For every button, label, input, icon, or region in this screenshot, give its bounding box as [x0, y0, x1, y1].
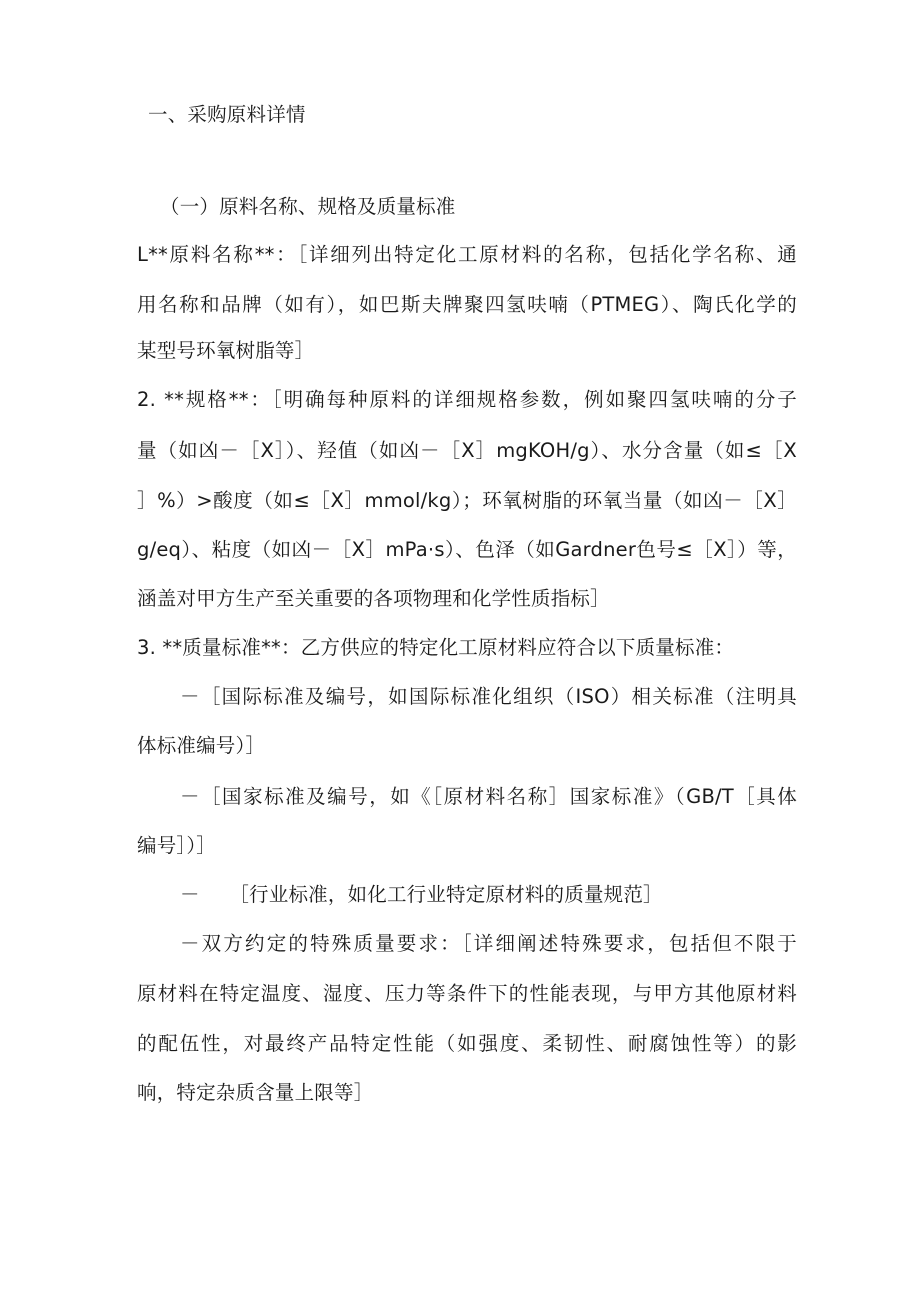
paragraph-line: ］%）>酸度（如≤［X］mmol/kg）；环氧树脂的环氧当量（如凶－［X］ — [137, 489, 797, 512]
subsection-heading: （一）原料名称、规格及质量标准 — [160, 195, 456, 218]
paragraph-line: 某型号环氧树脂等］ — [137, 339, 315, 362]
list-item-line: 原材料在特定温度、湿度、压力等条件下的性能表现，与甲方其他原材料 — [137, 982, 797, 1005]
paragraph-line: 量（如凶－［X］）、羟值（如凶－［X］mgKOH/g）、水分含量（如≤［X — [137, 439, 797, 462]
list-item-line: 编号］）］ — [137, 834, 217, 857]
paragraph-line: g/eq）、粘度（如凶－［X］mPa·s）、色泽（如Gardner色号≤［X］）等， — [137, 538, 797, 561]
list-item-line: 体标准编号）］ — [137, 734, 266, 757]
paragraph-line: 3. **质量标准**：乙方供应的特定化工原材料应符合以下质量标准： — [137, 636, 735, 659]
paragraph-line: 涵盖对甲方生产至关重要的各项物理和化学性质指标］ — [137, 587, 610, 610]
paragraph-line: 用名称和品牌（如有），如巴斯夫牌聚四氢呋喃（PTMEG）、陶氏化学的 — [137, 293, 797, 316]
paragraph-line: L**原料名称**：［详细列出特定化工原材料的名称，包括化学名称、通 — [137, 243, 797, 266]
list-item-line: － ［行业标准，如化工行业特定原材料的质量规范］ — [180, 883, 663, 906]
list-item-line: 响，特定杂质含量上限等］ — [137, 1081, 374, 1104]
list-item-line: 的配伍性，对最终产品特定性能（如强度、柔韧性、耐腐蚀性等）的影 — [137, 1032, 797, 1055]
list-item-line: －［国际标准及编号，如国际标准化组织（ISO）相关标准（注明具 — [180, 685, 797, 708]
list-item-line: －双方约定的特殊质量要求：［详细阐述特殊要求，包括但不限于 — [180, 932, 797, 955]
paragraph-line: 2. **规格**：［明确每种原料的详细规格参数，例如聚四氢呋喃的分子 — [137, 388, 797, 411]
list-item-line: －［国家标准及编号，如《［原材料名称］国家标准》（GB/T［具体 — [180, 785, 797, 808]
section-heading: 一、采购原料详情 — [148, 103, 306, 126]
